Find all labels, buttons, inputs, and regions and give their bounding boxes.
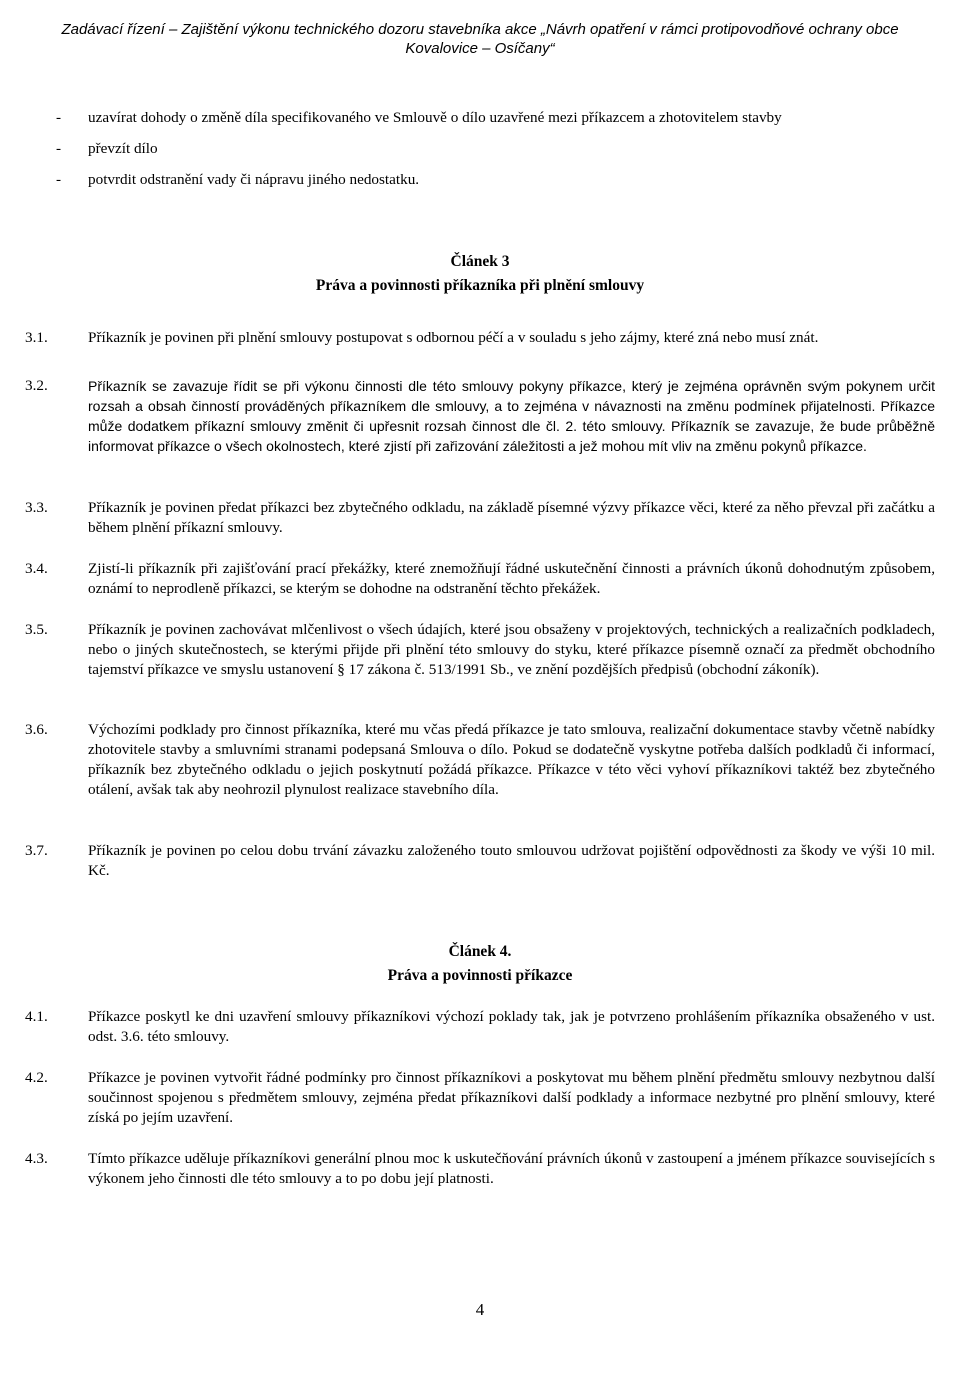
clause-4-1 xyxy=(25,1007,935,1047)
article-title: Práva a povinnosti příkazce xyxy=(387,967,573,984)
clause-number: 3.6. xyxy=(25,721,48,738)
clause-number: 3.3. xyxy=(25,499,48,516)
clause-number: 3.4. xyxy=(25,560,48,577)
clause-number: 3.7. xyxy=(25,842,48,859)
clause-3-5 xyxy=(25,620,935,680)
clause-3-3 xyxy=(25,498,935,538)
article-number: Článek 3 xyxy=(450,253,510,270)
article-4-heading xyxy=(0,940,960,988)
bullet-dash: - xyxy=(56,171,62,188)
header-line-2: Kovalovice – Osíčany“ xyxy=(405,40,555,57)
clause-3-2 xyxy=(25,376,935,456)
bullet-text: převzít dílo xyxy=(88,140,158,157)
clause-3-1 xyxy=(25,328,935,348)
clause-text: Příkazce poskytl ke dni uzavření smlouvy příkazníkovi výchozí poklady tak, jak je potvrzeno prohlášením příkazníka obsaženého v ust. odst. 3.6. této smlouvy. xyxy=(88,1008,935,1045)
clause-number: 4.3. xyxy=(25,1150,48,1167)
bullet-text: potvrdit odstranění vady či nápravu jiného nedostatku. xyxy=(88,171,420,188)
clause-text: Příkazce je povinen vytvořit řádné podmínky pro činnost příkazníkovi a poskytovat mu během plnění předmětu smlouvy nezbytnou další součinnost spojenou s předmětem smlouvy, zejména předat příkazníkovi další podklady a informace nezbytné pro plnění smlouvy, které získá po jejím uzavření. xyxy=(88,1069,935,1126)
clause-3-4 xyxy=(25,559,935,599)
bullet-dash: - xyxy=(56,109,62,126)
clause-text: Příkazník je povinen předat příkazci bez zbytečného odkladu, na základě písemné výzvy příkazce věci, které za něho převzal při začátku a během plnění příkazní smlouvy. xyxy=(88,499,935,536)
clause-4-3 xyxy=(25,1149,935,1189)
clause-text: Příkazník je povinen zachovávat mlčenlivost o všech údajích, které jsou obsaženy v projektových, technických a realizačních podkladech, nebo o jiných skutečnostech, se kterými přijde při plnění této smlouvy do styku, které příkazce písemně označí za předmět obchodního tajemství příkazce ve smyslu ustanovení § 17 zákona č. 513/1991 Sb., ve znění pozdějších předpisů (obchodní zákoník). xyxy=(88,621,935,678)
clause-3-6 xyxy=(25,720,935,800)
clause-text: Tímto příkazce uděluje příkazníkovi generální plnou moc k uskutečňování právních úkonů v zastoupení a jménem příkazce souvisejících s výkonem jeho činnosti dle této smlouvy a to po dobu její platnosti. xyxy=(88,1150,935,1187)
bullet-list xyxy=(56,108,936,201)
article-title: Práva a povinnosti příkazníka při plnění smlouvy xyxy=(315,277,645,294)
clause-4-2 xyxy=(25,1068,935,1128)
clause-number: 3.5. xyxy=(25,621,48,638)
header-line-1: Zadávací řízení – Zajištění výkonu technického dozoru stavebníka akce „Návrh opatření v rámci protipovodňové ochrany obce xyxy=(61,21,899,38)
list-item xyxy=(56,108,936,128)
clause-number: 4.1. xyxy=(25,1008,48,1025)
page-header xyxy=(0,20,960,58)
page-number: 4 xyxy=(475,1300,485,1319)
clause-text: Výchozími podklady pro činnost příkazníka, které mu včas předá příkazce je tato smlouva, realizační dokumentace stavby včetně nabídky zhotovitele stavby a smluvními stranami podepsaná Smlouva o dílo. Pokud se dodatečně vyskytne potřeba dalších podkladů či informací, příkazník bez zbytečného odkladu o jejich poskytnutí požádá příkazce. Příkazce v této věci vyhoví příkazníkovi taktéž bez zbytečného otálení, avšak tak aby neohrozil plynulost realizace stavebního díla. xyxy=(88,721,935,798)
article-3-heading xyxy=(0,250,960,298)
clause-text: Příkazník je povinen při plnění smlouvy postupovat s odbornou péčí a v souladu s jeho zájmy, které zná nebo musí znát. xyxy=(88,329,819,346)
clause-number: 3.1. xyxy=(25,329,48,346)
clause-number: 4.2. xyxy=(25,1069,48,1086)
clause-text: Zjistí-li příkazník při zajišťování prací překážky, které znemožňují řádné uskutečnění činnosti a právních úkonů dohodnutým způsobem, oznámí to neprodleně příkazci, se kterým se dohodne na odstranění těchto překážek. xyxy=(88,560,935,597)
clause-3-7 xyxy=(25,841,935,881)
clause-text: Příkazník se zavazuje řídit se při výkonu činnosti dle této smlouvy pokyny příkazce, který je zejména oprávněn svým pokynem určit rozsah a obsah činností prováděných příkazníkem dle smlouvy, a to zejména v návaznosti na změnu podmínek přijatelnosti. Příkazce může dodatkem příkazní smlouvy změnit či upřesnit rozsah činnost dle čl. 2. této smlouvy. Příkazník se zavazuje, že bude průběžně informovat příkazce o všech okolnostech, které zjistí při zařizování záležitosti a jež mohou mít vliv na změnu pokynů příkazce. xyxy=(88,378,935,454)
clause-text: Příkazník je povinen po celou dobu trvání závazku založeného touto smlouvou udržovat pojištění odpovědnosti za škody ve výši 10 mil. Kč. xyxy=(88,842,935,879)
list-item xyxy=(56,170,936,190)
list-item xyxy=(56,139,936,159)
clause-number: 3.2. xyxy=(25,377,48,394)
bullet-dash: - xyxy=(56,140,62,157)
bullet-text: uzavírat dohody o změně díla specifikovaného ve Smlouvě o dílo uzavřené mezi příkazcem a zhotovitelem stavby xyxy=(88,109,782,126)
article-number: Článek 4. xyxy=(448,943,512,960)
